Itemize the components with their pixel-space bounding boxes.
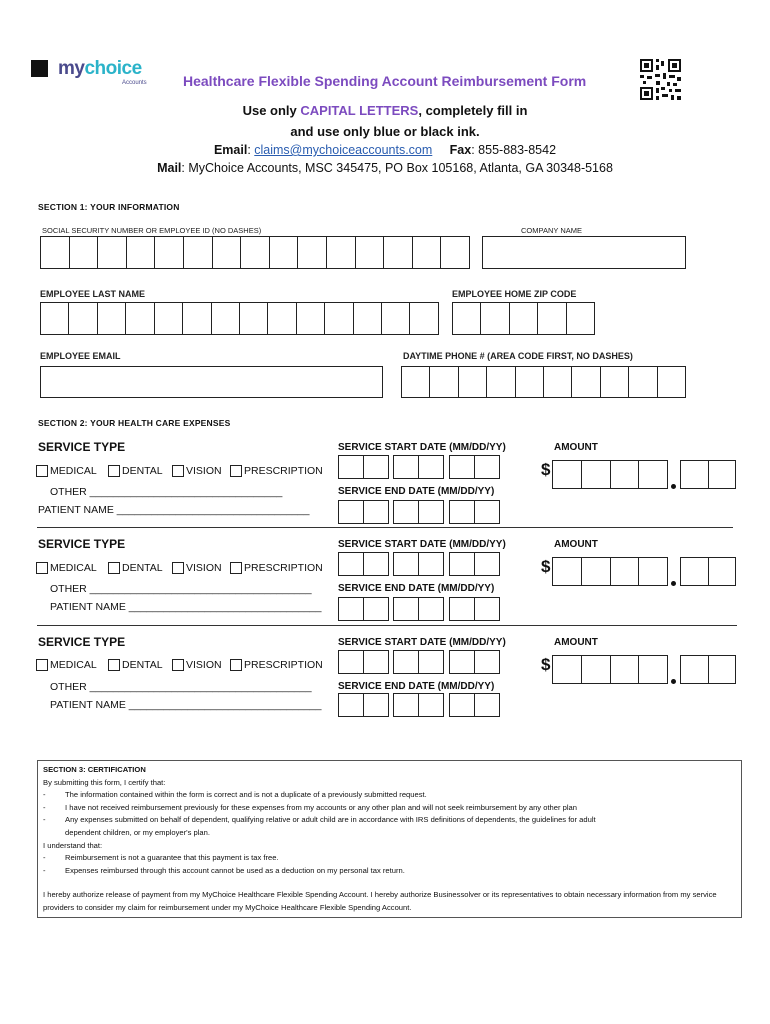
phone-boxes[interactable] [401, 366, 686, 398]
section1-heading: SECTION 1: YOUR INFORMATION [38, 202, 180, 212]
date-digit-box[interactable] [419, 501, 443, 523]
date-digit-box[interactable] [364, 651, 388, 673]
other-line[interactable]: OTHER ______________________________________ [50, 681, 312, 693]
other-line[interactable]: OTHER ______________________________________ [50, 583, 312, 595]
start-month-boxes[interactable] [338, 650, 389, 674]
start-day-boxes[interactable] [393, 650, 444, 674]
amount-digit-box[interactable] [553, 656, 582, 683]
letter-box[interactable] [183, 303, 211, 334]
certify-item-cont: dependent children, or my employer's plan. [65, 827, 210, 837]
certify-item: - Any expenses submitted on behalf of dependent, qualifying relative or adult child are in accordance with IRS definitions of dependents, the guidelines for adult [43, 815, 596, 825]
phone-digit-box[interactable] [516, 367, 544, 397]
start-date-label: SERVICE START DATE (MM/DD/YY) [338, 637, 506, 648]
letter-box[interactable] [240, 303, 268, 334]
letter-box[interactable] [212, 303, 240, 334]
end-month-boxes[interactable] [338, 597, 389, 621]
vision-checkbox[interactable] [172, 659, 184, 671]
amount-cents-boxes[interactable] [680, 460, 736, 489]
expense-divider [37, 527, 733, 528]
date-digit-box[interactable] [419, 456, 443, 478]
date-digit-box[interactable] [475, 553, 499, 575]
qr-code-icon [640, 59, 681, 100]
patient-name-line[interactable]: PATIENT NAME _________________________________ [50, 601, 322, 613]
service-type-label: SERVICE TYPE [38, 440, 126, 454]
patient-name-line[interactable]: PATIENT NAME _________________________________ [38, 504, 310, 516]
form-title: Healthcare Flexible Spending Account Reimbursement Form [183, 73, 587, 89]
ssn-boxes[interactable] [40, 236, 470, 269]
ssn-label: SOCIAL SECURITY NUMBER OR EMPLOYEE ID (NO DASHES) [42, 226, 262, 235]
date-digit-box[interactable] [394, 456, 419, 478]
logo-mark [31, 60, 48, 77]
amount-cents-boxes[interactable] [680, 557, 736, 586]
letter-box[interactable] [126, 303, 154, 334]
start-date-label: SERVICE START DATE (MM/DD/YY) [338, 539, 506, 550]
start-year-boxes[interactable] [449, 455, 500, 479]
date-digit-box[interactable] [339, 501, 364, 523]
amount-cents-boxes[interactable] [680, 655, 736, 684]
letter-box[interactable] [69, 303, 97, 334]
instruction-line-2: and use only blue or black ink. [290, 124, 480, 139]
letter-box[interactable] [155, 303, 183, 334]
date-digit-box[interactable] [364, 598, 388, 620]
date-digit-box[interactable] [475, 501, 499, 523]
date-digit-box[interactable] [364, 694, 388, 716]
company-label: COMPANY NAME [521, 226, 582, 235]
end-date-label: SERVICE END DATE (MM/DD/YY) [338, 583, 495, 594]
mail-line: Mail: MyChoice Accounts, MSC 345475, PO Box 105168, Atlanta, GA 30348-5168 [157, 161, 613, 175]
amount-label: AMOUNT [554, 539, 598, 550]
medical-checkbox[interactable] [36, 465, 48, 477]
date-digit-box[interactable] [475, 651, 499, 673]
amount-dollars-boxes[interactable] [552, 460, 668, 489]
letter-box[interactable] [98, 303, 126, 334]
letter-box[interactable] [382, 303, 410, 334]
date-digit-box[interactable] [339, 456, 364, 478]
service-type-options: MEDICAL DENTAL VISION PRESCRIPTION [36, 465, 323, 477]
end-date-label: SERVICE END DATE (MM/DD/YY) [338, 681, 495, 692]
dental-checkbox[interactable] [108, 465, 120, 477]
medical-checkbox[interactable] [36, 562, 48, 574]
date-digit-box[interactable] [339, 694, 364, 716]
last-name-boxes[interactable] [40, 302, 439, 335]
date-digit-box[interactable] [450, 553, 475, 575]
ssn-digit-box[interactable] [98, 237, 127, 268]
start-date-label: SERVICE START DATE (MM/DD/YY) [338, 442, 506, 453]
service-type-options: MEDICAL DENTAL VISION PRESCRIPTION [36, 562, 323, 574]
company-name-field[interactable] [482, 236, 686, 269]
zip-digit-box[interactable] [453, 303, 481, 334]
certification-box [37, 760, 742, 918]
letter-box[interactable] [325, 303, 353, 334]
amount-digit-box[interactable] [639, 461, 667, 488]
date-digit-box[interactable] [450, 456, 475, 478]
date-digit-box[interactable] [364, 456, 388, 478]
prescription-checkbox[interactable] [230, 659, 242, 671]
phone-digit-box[interactable] [629, 367, 657, 397]
vision-checkbox[interactable] [172, 562, 184, 574]
expense-block [0, 635, 770, 725]
certify-item: - The information contained within the form is correct and is not a duplicate of a previously submitted request. [43, 790, 427, 800]
other-line[interactable]: OTHER _________________________________ [50, 486, 283, 498]
ssn-digit-box[interactable] [384, 237, 413, 268]
decimal-point [671, 679, 676, 684]
date-digit-box[interactable] [394, 553, 419, 575]
ssn-digit-box[interactable] [155, 237, 184, 268]
amount-dollars-boxes[interactable] [552, 557, 668, 586]
date-digit-box[interactable] [364, 501, 388, 523]
phone-digit-box[interactable] [658, 367, 685, 397]
date-digit-box[interactable] [475, 694, 499, 716]
ssn-digit-box[interactable] [356, 237, 385, 268]
ssn-digit-box[interactable] [327, 237, 356, 268]
ssn-digit-box[interactable] [184, 237, 213, 268]
ssn-digit-box[interactable] [41, 237, 70, 268]
end-date-label: SERVICE END DATE (MM/DD/YY) [338, 486, 495, 497]
letter-box[interactable] [41, 303, 69, 334]
amount-digit-box[interactable] [709, 656, 736, 683]
letter-box[interactable] [297, 303, 325, 334]
date-digit-box[interactable] [450, 651, 475, 673]
date-digit-box[interactable] [450, 694, 475, 716]
service-type-label: SERVICE TYPE [38, 635, 126, 649]
start-month-boxes[interactable] [338, 455, 389, 479]
date-digit-box[interactable] [394, 694, 419, 716]
ssn-digit-box[interactable] [298, 237, 327, 268]
expense-divider [37, 625, 737, 626]
ssn-digit-box[interactable] [441, 237, 469, 268]
phone-digit-box[interactable] [430, 367, 458, 397]
date-digit-box[interactable] [394, 651, 419, 673]
start-year-boxes[interactable] [449, 650, 500, 674]
phone-digit-box[interactable] [601, 367, 629, 397]
dental-checkbox[interactable] [108, 659, 120, 671]
phone-digit-box[interactable] [544, 367, 572, 397]
expense-block [0, 440, 770, 530]
date-digit-box[interactable] [419, 694, 443, 716]
amount-digit-box[interactable] [681, 461, 709, 488]
amount-digit-box[interactable] [611, 656, 640, 683]
dollar-sign: $ [541, 557, 551, 576]
date-digit-box[interactable] [475, 456, 499, 478]
amount-digit-box[interactable] [681, 656, 709, 683]
vision-checkbox[interactable] [172, 465, 184, 477]
email-link[interactable]: claims@mychoiceaccounts.com [254, 143, 433, 157]
letter-box[interactable] [354, 303, 382, 334]
amount-digit-box[interactable] [681, 558, 709, 585]
amount-digit-box[interactable] [611, 461, 640, 488]
dental-checkbox[interactable] [108, 562, 120, 574]
amount-label: AMOUNT [554, 637, 598, 648]
instruction-line-1: Use only CAPITAL LETTERS, completely fill in [242, 103, 528, 118]
employee-email-field[interactable] [40, 366, 383, 398]
ssn-digit-box[interactable] [70, 237, 99, 268]
phone-label: DAYTIME PHONE # (AREA CODE FIRST, NO DASHES) [403, 351, 633, 361]
zip-label: EMPLOYEE HOME ZIP CODE [452, 289, 577, 299]
amount-dollars-boxes[interactable] [552, 655, 668, 684]
prescription-checkbox[interactable] [230, 465, 242, 477]
end-day-boxes[interactable] [393, 500, 444, 524]
zip-digit-box[interactable] [510, 303, 538, 334]
amount-digit-box[interactable] [553, 461, 582, 488]
amount-digit-box[interactable] [582, 558, 611, 585]
date-digit-box[interactable] [475, 598, 499, 620]
zip-digit-box[interactable] [567, 303, 594, 334]
zip-digit-box[interactable] [481, 303, 509, 334]
ssn-digit-box[interactable] [241, 237, 270, 268]
date-digit-box[interactable] [339, 651, 364, 673]
start-year-boxes[interactable] [449, 552, 500, 576]
ssn-digit-box[interactable] [213, 237, 242, 268]
certify-item: - I have not received reimbursement previously for these expenses from my accounts or any other plan and will not seek reimbursement by any other plan [43, 802, 577, 812]
amount-digit-box[interactable] [553, 558, 582, 585]
ssn-digit-box[interactable] [270, 237, 299, 268]
end-month-boxes[interactable] [338, 693, 389, 717]
end-day-boxes[interactable] [393, 597, 444, 621]
dollar-sign: $ [541, 460, 551, 479]
prescription-checkbox[interactable] [230, 562, 242, 574]
zip-digit-box[interactable] [538, 303, 566, 334]
letter-box[interactable] [410, 303, 437, 334]
end-year-boxes[interactable] [449, 597, 500, 621]
understand-item: - Expenses reimbursed through this account cannot be used as a deduction on my personal tax return. [43, 865, 405, 875]
section3-heading: SECTION 3: CERTIFICATION [43, 765, 146, 774]
letter-box[interactable] [268, 303, 296, 334]
ssn-digit-box[interactable] [127, 237, 156, 268]
amount-digit-box[interactable] [582, 656, 611, 683]
ssn-digit-box[interactable] [413, 237, 442, 268]
end-day-boxes[interactable] [393, 693, 444, 717]
patient-name-line[interactable]: PATIENT NAME _________________________________ [50, 699, 322, 711]
phone-digit-box[interactable] [572, 367, 600, 397]
end-year-boxes[interactable] [449, 693, 500, 717]
date-digit-box[interactable] [419, 651, 443, 673]
amount-label: AMOUNT [554, 442, 598, 453]
section2-heading: SECTION 2: YOUR HEALTH CARE EXPENSES [38, 418, 231, 428]
service-type-options: MEDICAL DENTAL VISION PRESCRIPTION [36, 659, 323, 671]
date-digit-box[interactable] [394, 501, 419, 523]
certify-intro: By submitting this form, I certify that: [43, 777, 166, 787]
dollar-sign: $ [541, 655, 551, 674]
date-digit-box[interactable] [339, 553, 364, 575]
date-digit-box[interactable] [450, 598, 475, 620]
contact-line: Email: claims@mychoiceaccounts.com Fax: 855-883-8542 [213, 143, 557, 157]
authorization-text: I hereby authorize release of payment from my MyChoice Healthcare Flexible Spending Account. I hereby authorize Businessolver or its representatives to obtain necessary information from my service providers to consider my claim for reimbursement under my MyChoice Healthcare Flexible Spending Account. [43, 890, 717, 912]
medical-checkbox[interactable] [36, 659, 48, 671]
decimal-point [671, 484, 676, 489]
phone-digit-box[interactable] [487, 367, 515, 397]
expense-block [0, 537, 770, 627]
start-day-boxes[interactable] [393, 552, 444, 576]
phone-digit-box[interactable] [459, 367, 487, 397]
service-type-label: SERVICE TYPE [38, 537, 126, 551]
amount-digit-box[interactable] [639, 656, 667, 683]
date-digit-box[interactable] [450, 501, 475, 523]
amount-digit-box[interactable] [582, 461, 611, 488]
start-month-boxes[interactable] [338, 552, 389, 576]
amount-digit-box[interactable] [611, 558, 640, 585]
amount-digit-box[interactable] [709, 558, 736, 585]
date-digit-box[interactable] [364, 553, 388, 575]
logo-subtext: Accounts [122, 80, 147, 86]
last-name-label: EMPLOYEE LAST NAME [40, 289, 146, 299]
logo: mychoice [58, 58, 142, 79]
date-digit-box[interactable] [394, 598, 419, 620]
amount-digit-box[interactable] [639, 558, 667, 585]
zip-boxes[interactable] [452, 302, 595, 335]
end-month-boxes[interactable] [338, 500, 389, 524]
decimal-point [671, 581, 676, 586]
understand-item: - Reimbursement is not a guarantee that this payment is tax free. [43, 853, 279, 863]
date-digit-box[interactable] [339, 598, 364, 620]
date-digit-box[interactable] [419, 598, 443, 620]
amount-digit-box[interactable] [709, 461, 736, 488]
understand-intro: I understand that: [43, 840, 103, 850]
phone-digit-box[interactable] [402, 367, 430, 397]
date-digit-box[interactable] [419, 553, 443, 575]
employee-email-label: EMPLOYEE EMAIL [40, 351, 121, 361]
start-day-boxes[interactable] [393, 455, 444, 479]
end-year-boxes[interactable] [449, 500, 500, 524]
